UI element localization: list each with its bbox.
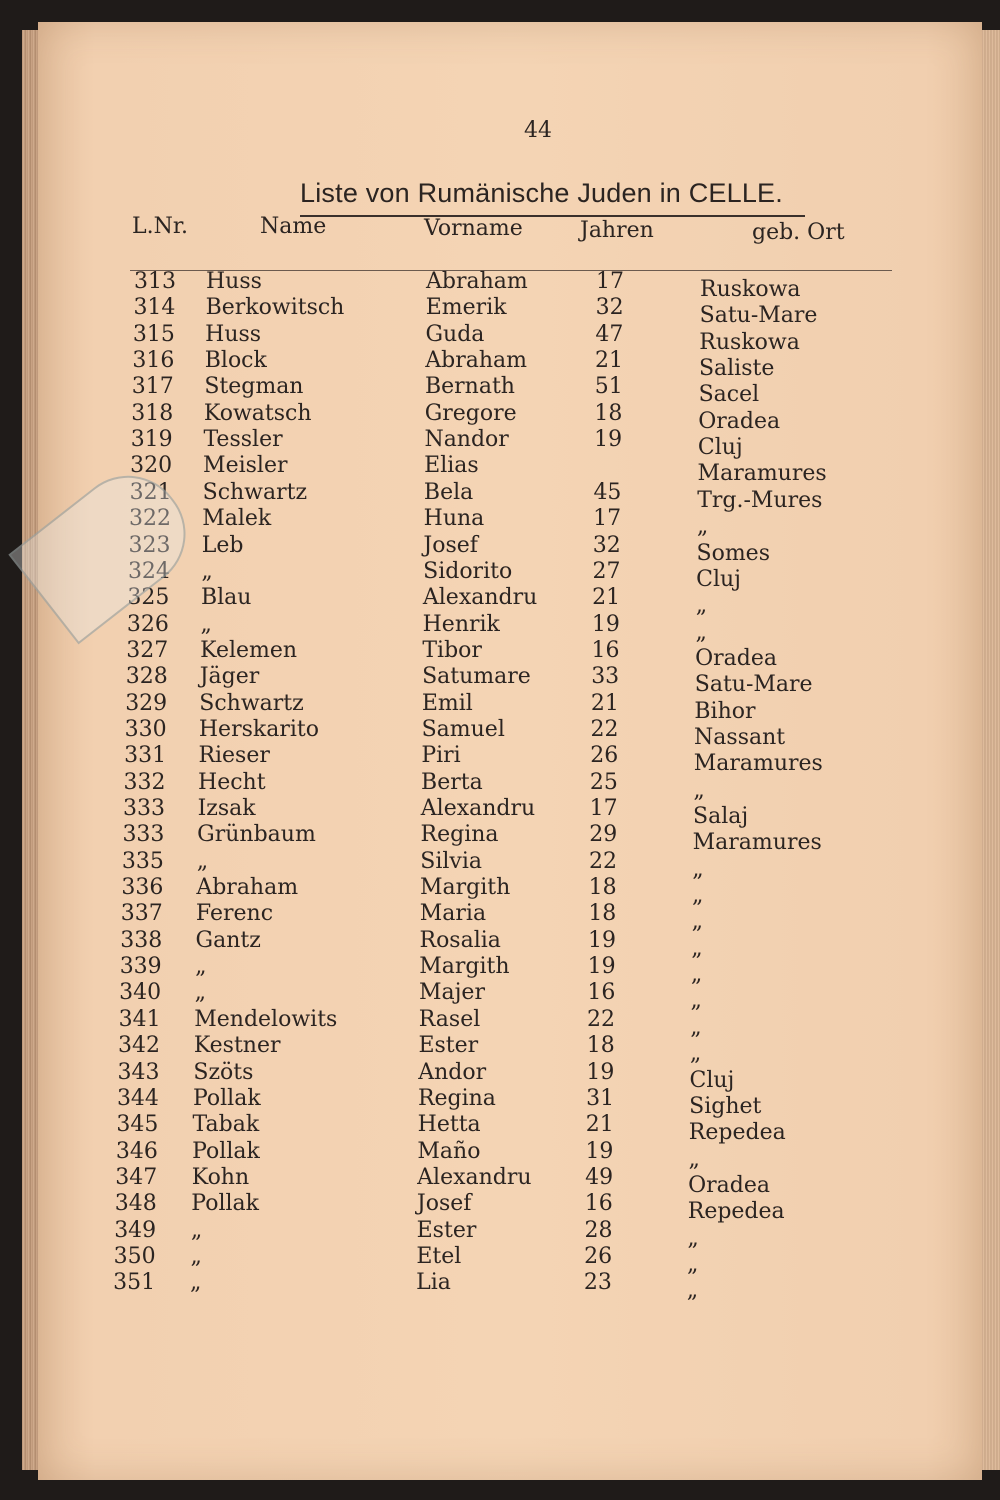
cell-ort: „ — [688, 1146, 700, 1172]
cell-name: Blau — [200, 585, 252, 611]
cell-ort: Saliste — [698, 356, 775, 382]
cell-vorname: Bela — [423, 479, 474, 505]
cell-name: „ — [196, 848, 209, 874]
cell-name: Jäger — [199, 664, 260, 690]
cell-nr: 342 — [118, 1033, 161, 1059]
cell-jahren: 16 — [587, 980, 616, 1006]
cell-nr: 333 — [123, 796, 165, 821]
cell-vorname: Hetta — [417, 1112, 481, 1138]
cell-jahren: 19 — [591, 611, 620, 637]
cell-name: Malek — [202, 506, 272, 532]
cell-nr: 317 — [131, 374, 174, 400]
cell-ort: Ruskowa — [700, 277, 801, 302]
cell-ort: Satu-Mare — [694, 672, 813, 698]
cell-ort: Cluj — [696, 566, 741, 592]
cell-name: Huss — [205, 321, 262, 347]
cell-jahren: 19 — [587, 954, 616, 980]
cell-jahren: 29 — [589, 822, 618, 848]
cell-vorname: Gregore — [424, 400, 517, 426]
cell-name: „ — [194, 980, 207, 1006]
cell-name: Izsak — [197, 796, 256, 821]
cell-ort: Maramures — [692, 830, 822, 856]
cell-nr: 337 — [120, 901, 163, 927]
cell-ort: „ — [692, 856, 704, 882]
cell-jahren: 22 — [587, 1006, 616, 1032]
cell-name: Grünbaum — [197, 822, 316, 848]
cell-vorname: Rasel — [418, 1006, 481, 1032]
cell-ort: „ — [693, 777, 705, 803]
cell-nr: 321 — [129, 479, 172, 505]
cell-ort: „ — [691, 935, 703, 961]
page-number: 44 — [524, 118, 552, 143]
cell-nr: 340 — [119, 980, 162, 1006]
cell-jahren: 27 — [592, 558, 621, 584]
cell-nr: 316 — [132, 348, 175, 374]
cell-jahren: 19 — [585, 1138, 614, 1164]
cell-nr: 338 — [120, 927, 163, 953]
cell-jahren: 18 — [594, 400, 623, 426]
cell-vorname: Margith — [420, 875, 511, 901]
cell-name: Szöts — [193, 1059, 254, 1085]
cell-vorname: Emerik — [425, 295, 507, 321]
cell-vorname: Satumare — [422, 664, 531, 690]
cell-nr: 331 — [124, 743, 167, 769]
cell-ort: Cluj — [689, 1067, 735, 1093]
cell-jahren: 51 — [594, 374, 623, 400]
cell-jahren: 26 — [590, 743, 619, 769]
cell-ort: Maramures — [693, 751, 823, 777]
cell-ort: „ — [689, 1041, 702, 1067]
cell-jahren: 25 — [589, 769, 618, 795]
cell-jahren: 19 — [586, 1059, 615, 1085]
cell-jahren: 16 — [584, 1191, 613, 1217]
cell-name: Herskarito — [198, 716, 319, 742]
cell-nr: 328 — [125, 664, 168, 690]
cell-ort: „ — [690, 1014, 702, 1040]
cell-vorname: Guda — [425, 321, 485, 347]
book-spine-edge — [982, 30, 1000, 1470]
cell-ort: Oradea — [698, 408, 781, 434]
cell-name: Block — [204, 348, 267, 374]
cell-nr: 330 — [124, 716, 167, 742]
column-header-nr: L.Nr. — [132, 214, 188, 239]
cell-name: Kelemen — [200, 637, 298, 663]
cell-nr: 324 — [127, 558, 170, 584]
cell-name: Mendelowits — [194, 1006, 338, 1032]
cell-vorname: Lia — [416, 1270, 451, 1296]
cell-vorname: Sidorito — [423, 558, 513, 584]
cell-nr: 332 — [123, 769, 166, 795]
cell-vorname: Alexandru — [420, 796, 536, 821]
cell-name: Abraham — [196, 875, 299, 901]
cell-jahren: 33 — [591, 664, 620, 690]
cell-nr: 327 — [126, 637, 169, 663]
cell-name: Ferenc — [195, 901, 274, 927]
cell-jahren: 31 — [586, 1085, 615, 1111]
cell-name: Meisler — [203, 453, 288, 479]
cell-ort: „ — [695, 593, 708, 619]
cell-vorname: Alexandru — [422, 585, 538, 611]
cell-nr: 339 — [119, 954, 162, 980]
cell-ort: Repedea — [687, 1199, 785, 1225]
cell-ort: Cluj — [697, 435, 743, 461]
cell-nr: 322 — [129, 506, 172, 532]
cell-nr: 333 — [122, 822, 165, 848]
cell-nr: 315 — [132, 321, 175, 347]
cell-vorname: Maria — [419, 901, 487, 927]
cell-ort: „ — [687, 1251, 699, 1277]
cell-nr: 345 — [116, 1112, 159, 1138]
cell-name: „ — [200, 611, 212, 637]
cell-jahren: 21 — [590, 690, 619, 716]
column-header-jahren: Jahren — [580, 218, 654, 243]
cell-ort: Oradea — [688, 1172, 770, 1198]
cell-name: Pollak — [191, 1191, 259, 1217]
cell-vorname: Emil — [421, 690, 473, 716]
cell-name: Pollak — [192, 1138, 260, 1164]
cell-jahren: 18 — [588, 901, 617, 927]
cell-jahren: 49 — [585, 1164, 614, 1190]
cell-ort: „ — [686, 1278, 699, 1304]
cell-vorname: Abraham — [425, 348, 527, 374]
cell-jahren: 21 — [585, 1112, 614, 1138]
cell-jahren: 19 — [594, 427, 623, 453]
cell-vorname: Majer — [418, 980, 485, 1006]
cell-nr: 344 — [116, 1085, 159, 1111]
cell-vorname: Andor — [418, 1059, 487, 1085]
cell-vorname: Piri — [421, 743, 461, 769]
cell-vorname: Josef — [416, 1191, 472, 1217]
cell-nr: 329 — [125, 690, 168, 716]
cell-nr: 323 — [128, 532, 171, 558]
cell-name: „ — [190, 1243, 202, 1269]
cell-nr: 341 — [118, 1006, 161, 1032]
cell-vorname: Samuel — [421, 716, 505, 742]
cell-jahren: 17 — [596, 269, 624, 294]
cell-name: Gantz — [195, 927, 261, 953]
cell-vorname: Nandor — [424, 427, 509, 453]
cell-nr: 319 — [130, 427, 173, 453]
cell-nr: 351 — [113, 1270, 156, 1296]
title-underline — [300, 215, 805, 217]
cell-jahren: 26 — [584, 1243, 613, 1269]
cell-ort: Salaj — [693, 804, 749, 829]
cell-ort: Satu-Mare — [699, 303, 818, 329]
cell-ort: Maramures — [697, 461, 827, 487]
cell-nr: 326 — [126, 611, 169, 637]
cell-ort: Sighet — [689, 1093, 762, 1119]
cell-jahren: 28 — [584, 1217, 613, 1243]
cell-ort: „ — [687, 1225, 699, 1251]
cell-ort: Repedea — [688, 1120, 786, 1146]
cell-name: „ — [190, 1217, 203, 1243]
column-header-vorname: Vorname — [424, 216, 523, 241]
cell-name: Berkowitsch — [205, 295, 345, 321]
cell-ort: „ — [690, 988, 702, 1014]
cell-ort: „ — [696, 514, 709, 540]
cell-vorname: Josef — [423, 532, 478, 558]
cell-vorname: Henrik — [422, 611, 500, 637]
cell-jahren: 16 — [591, 637, 620, 663]
cell-name: Rieser — [198, 743, 270, 769]
cell-nr: 336 — [121, 875, 164, 901]
cell-name: Kestner — [193, 1033, 281, 1059]
cell-name: Stegman — [204, 374, 304, 400]
cell-name: Schwartz — [202, 479, 308, 505]
cell-jahren: 18 — [586, 1033, 615, 1059]
cell-nr: 350 — [113, 1243, 156, 1269]
cell-jahren: 21 — [595, 348, 624, 374]
cell-ort: Somes — [696, 540, 770, 566]
cell-ort: Ruskowa — [699, 329, 800, 355]
cell-jahren: 22 — [590, 716, 619, 742]
cell-jahren: 18 — [588, 875, 617, 901]
cell-jahren: 45 — [593, 479, 622, 505]
cell-nr: 343 — [117, 1059, 160, 1085]
cell-jahren: 21 — [592, 585, 621, 611]
cell-nr: 320 — [130, 453, 173, 479]
cell-nr: 318 — [131, 400, 174, 426]
column-header-name: Name — [260, 214, 327, 239]
page-title: Liste von Rumänische Juden in CELLE. — [300, 178, 783, 208]
cell-vorname: Tibor — [422, 637, 482, 663]
cell-ort: „ — [691, 909, 703, 935]
cell-vorname: Bernath — [424, 374, 515, 400]
cell-vorname: Ester — [418, 1033, 479, 1059]
cell-name: Schwartz — [199, 690, 304, 716]
cell-vorname: Regina — [420, 822, 499, 848]
cell-ort: „ — [690, 962, 703, 988]
cell-nr: 347 — [115, 1164, 158, 1190]
cell-vorname: Huna — [423, 506, 485, 532]
cell-vorname: Etel — [416, 1243, 462, 1269]
cell-jahren: 47 — [595, 321, 624, 347]
cell-jahren: 17 — [593, 506, 622, 532]
cell-nr: 325 — [127, 585, 170, 611]
cell-vorname: Silvia — [420, 848, 482, 874]
cell-ort: Bihor — [694, 698, 756, 724]
transparent-tab-marker — [8, 454, 207, 645]
cell-jahren: 23 — [583, 1270, 612, 1296]
cell-ort: Nassant — [694, 724, 786, 750]
cell-ort: „ — [691, 883, 704, 909]
cell-vorname: Ester — [416, 1217, 477, 1243]
cell-name: Leb — [201, 532, 244, 558]
cell-ort: Oradea — [695, 645, 777, 671]
cell-jahren: 32 — [592, 532, 621, 558]
column-header-ort: geb. Ort — [752, 220, 845, 245]
cell-nr: 348 — [114, 1191, 157, 1217]
cell-vorname: Rosalia — [419, 927, 501, 953]
cell-ort: „ — [695, 619, 707, 645]
cell-jahren: 17 — [589, 796, 618, 821]
cell-jahren: 32 — [595, 295, 624, 321]
cell-name: Huss — [206, 269, 262, 294]
cell-vorname: Alexandru — [417, 1164, 532, 1190]
cell-name: Tessler — [203, 427, 283, 453]
cell-name: Kowatsch — [203, 400, 312, 426]
cell-vorname: Abraham — [426, 269, 528, 294]
cell-nr: 346 — [115, 1138, 158, 1164]
cell-vorname: Elias — [424, 453, 479, 479]
cell-nr: 349 — [114, 1217, 157, 1243]
cell-name: „ — [195, 954, 207, 980]
document-page — [38, 22, 982, 1480]
cell-vorname: Margith — [419, 954, 510, 980]
cell-vorname: Regina — [417, 1085, 496, 1111]
cell-name: Tabak — [192, 1112, 260, 1138]
cell-vorname: Berta — [421, 769, 483, 795]
cell-ort: Trg.-Mures — [697, 487, 823, 513]
cell-vorname: Maño — [417, 1138, 481, 1164]
cell-jahren: 22 — [588, 848, 617, 874]
cell-name: „ — [201, 558, 213, 584]
cell-name: Kohn — [191, 1164, 250, 1190]
cell-nr: 313 — [134, 269, 176, 294]
cell-ort: Sacel — [698, 382, 760, 408]
cell-name: „ — [190, 1270, 202, 1296]
cell-name: Pollak — [192, 1085, 261, 1111]
cell-nr: 335 — [121, 848, 164, 874]
cell-name: Hecht — [198, 769, 266, 795]
cell-nr: 314 — [133, 295, 176, 321]
cell-jahren: 19 — [588, 927, 616, 953]
